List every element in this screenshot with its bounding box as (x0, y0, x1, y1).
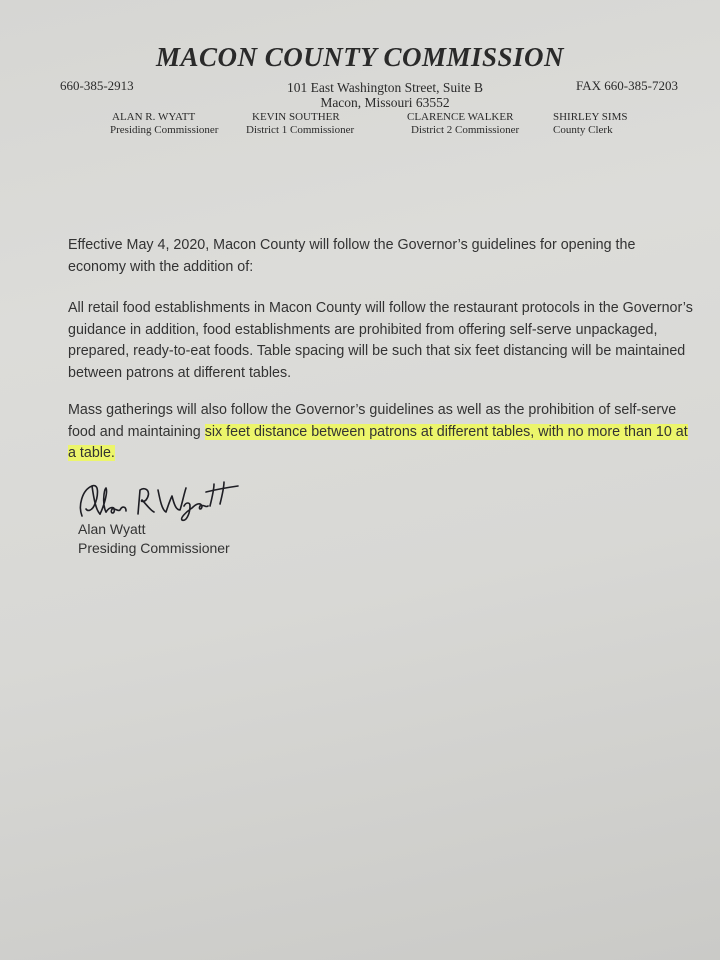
address-line-2: Macon, Missouri 63552 (320, 95, 450, 110)
signer-name: Alan Wyatt (78, 521, 146, 537)
official-district-2-commissioner (407, 111, 519, 137)
official-name: KEVIN SOUTHER (252, 111, 340, 123)
official-name: ALAN R. WYATT (112, 111, 196, 123)
official-name: CLARENCE WALKER (407, 111, 514, 123)
paragraph-mass-gatherings (68, 400, 694, 465)
official-presiding-commissioner (110, 111, 218, 137)
paragraph-food-establishments: All retail food establishments in Macon County will follow the restaurant protocols in the Governor’s guidance in addition, food establishments are prohibited from offering self-serve unpackaged, prepared, ready-to-eat foods. Table spacing will be such that six feet distancing will be maintained between patrons at different tables. (68, 300, 693, 381)
phone-number: 660-385-2913 (60, 78, 134, 93)
fax-number: FAX 660-385-7203 (576, 78, 678, 93)
official-district-1-commissioner (246, 111, 354, 137)
official-name: SHIRLEY SIMS (553, 111, 628, 123)
handwritten-signature (74, 476, 274, 526)
official-role: Presiding Commissioner (110, 124, 219, 136)
paragraph-effective-date: Effective May 4, 2020, Macon County will follow the Governor’s guidelines for opening the economy with the addition of: (68, 237, 636, 275)
official-role: District 1 Commissioner (246, 124, 355, 136)
signer-title: Presiding Commissioner (78, 540, 230, 556)
official-role: County Clerk (553, 124, 613, 136)
letterhead-title: MACON COUNTY COMMISSION (155, 42, 565, 72)
address-line-1: 101 East Washington Street, Suite B (287, 80, 483, 95)
paragraph-text: Mass gatherings will also follow the Governor’s guidelines as well as the prohibition of self-serve food and maintaining (68, 402, 677, 440)
highlighted-text: six feet distance between patrons at different tables, with no more than 10 at a table. (68, 423, 688, 461)
official-county-clerk (553, 111, 627, 137)
official-role: District 2 Commissioner (411, 124, 520, 136)
